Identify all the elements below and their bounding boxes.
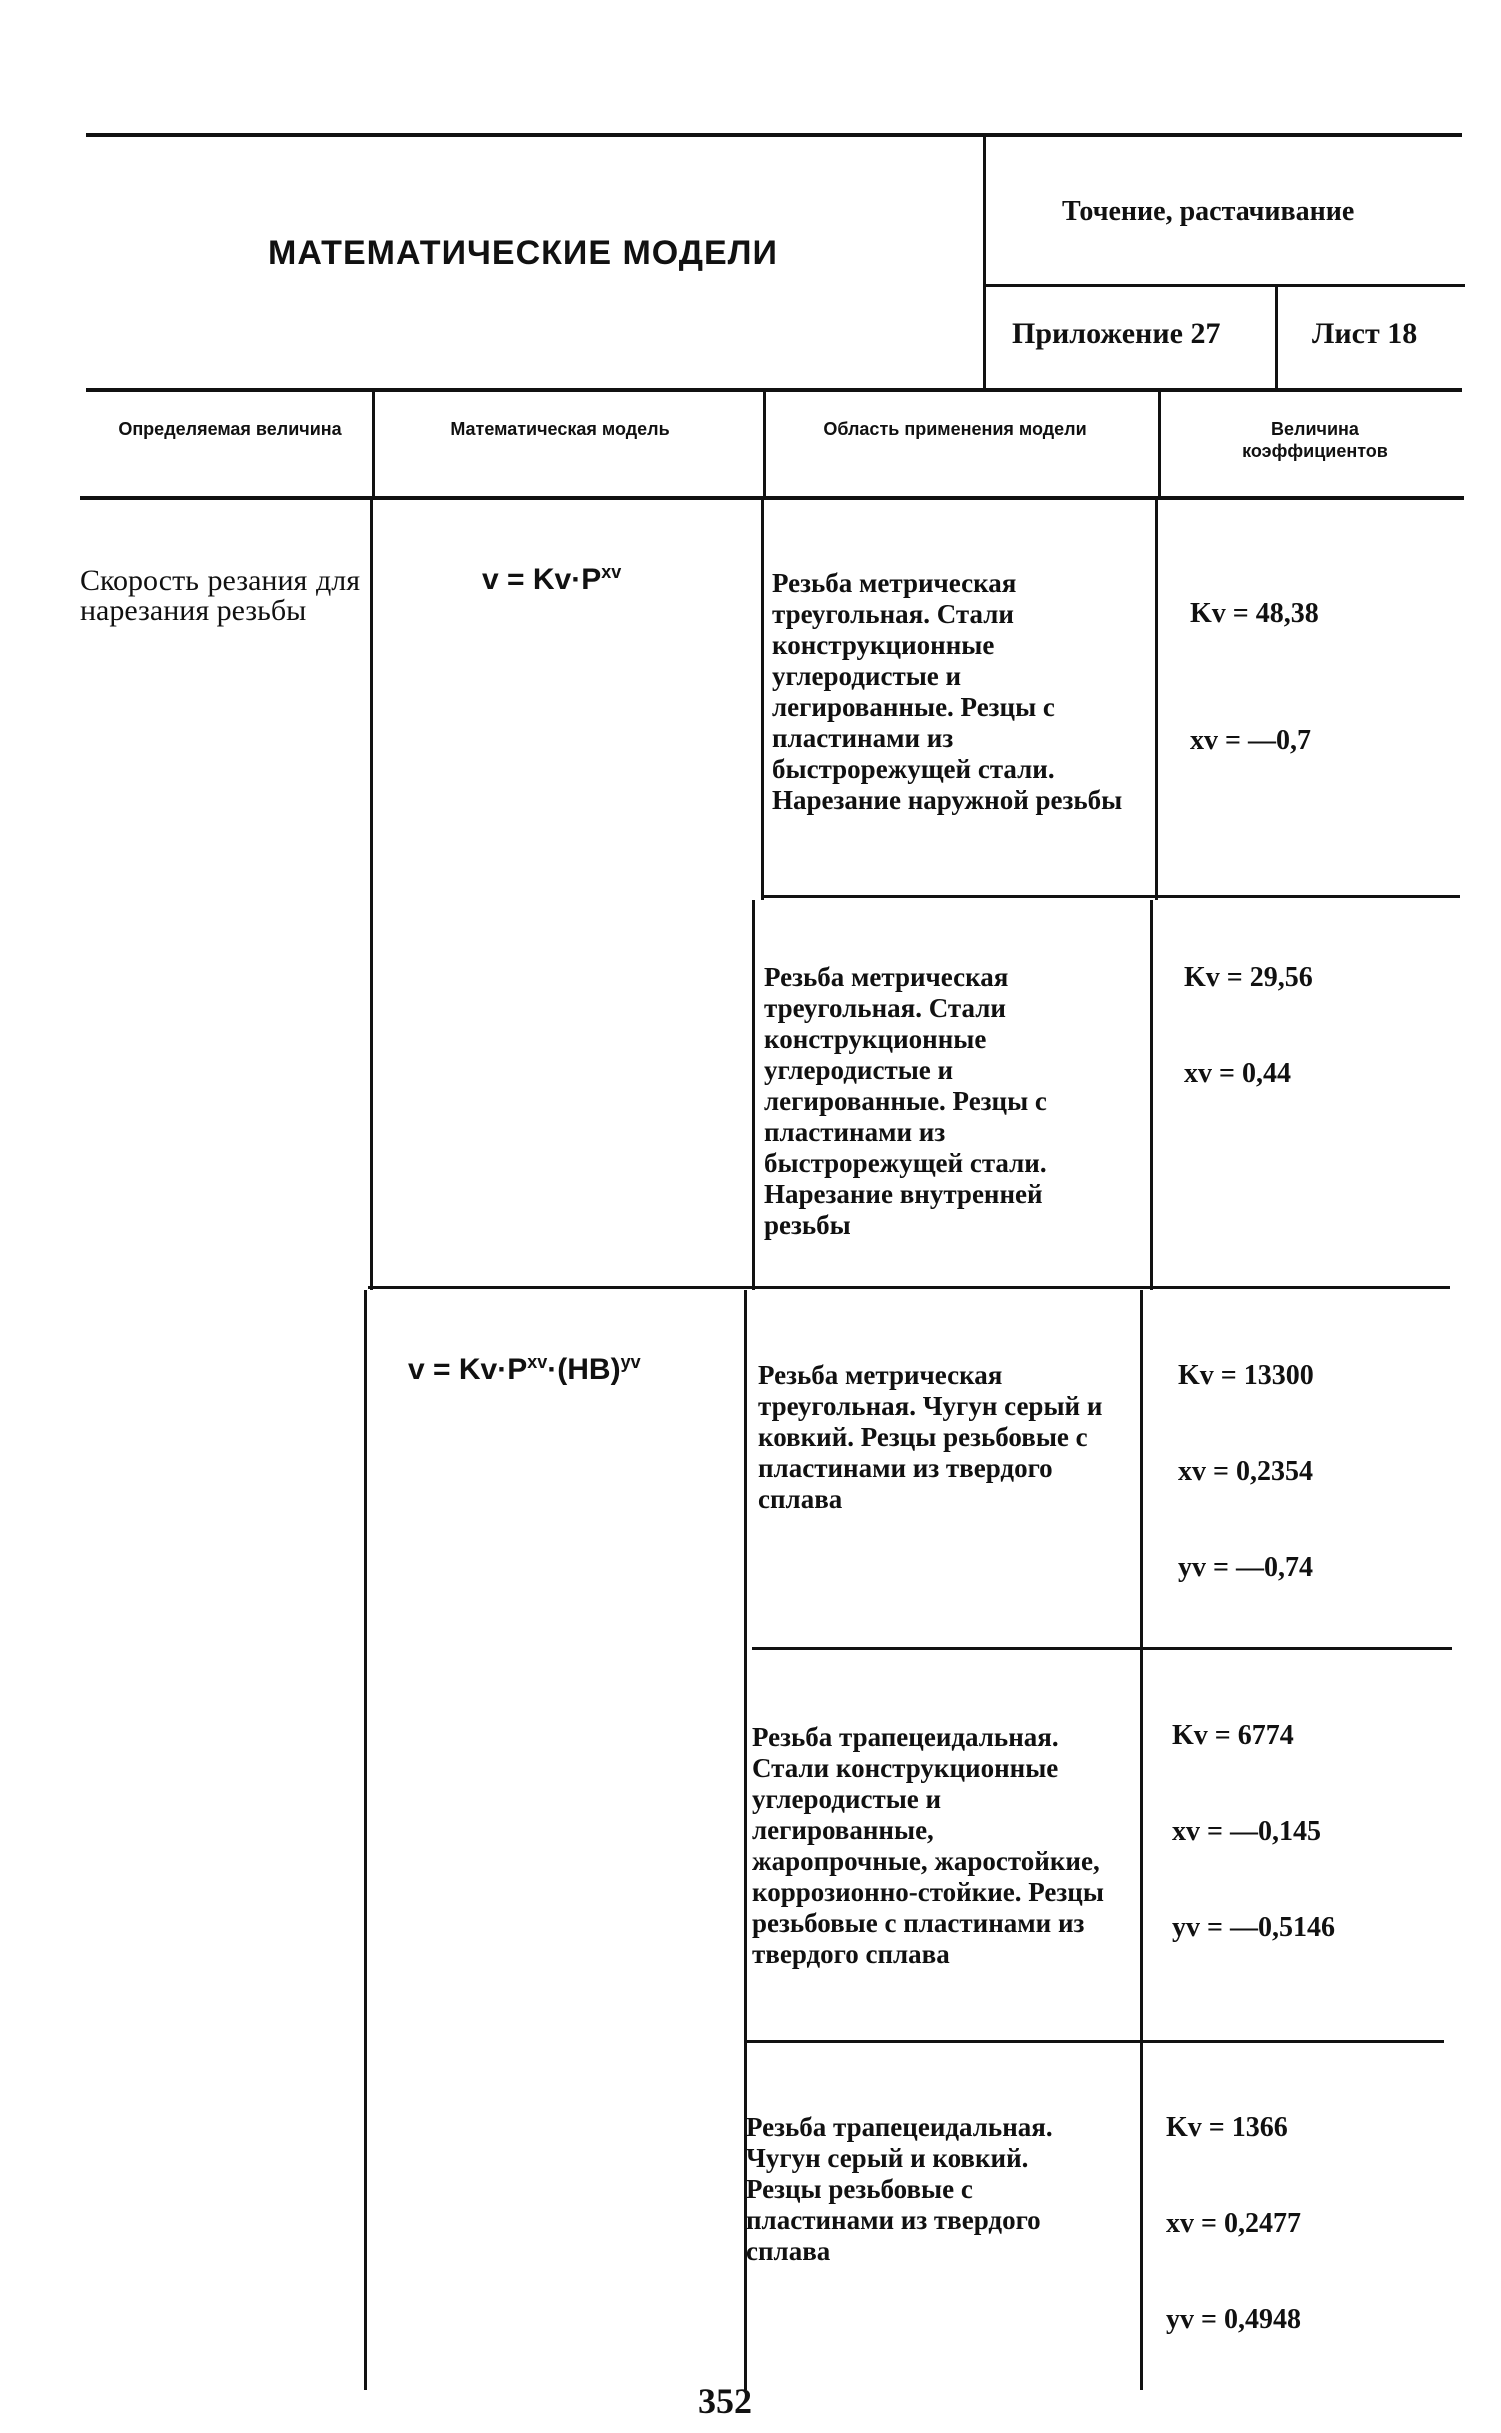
- model-2-row-3-coef-k: Kv = 1366: [1166, 2112, 1288, 2143]
- body-divider-1b: [364, 1290, 367, 2390]
- model-2-formula-base: v = Kv·P: [408, 1353, 528, 1386]
- model-1-row-1-coef-x: xv = —0,7: [1190, 725, 1311, 756]
- column-header-scope: Область применения модели: [823, 419, 1087, 439]
- column-header-quantity: Определяемая величина: [118, 419, 342, 439]
- body-divider-1a: [370, 500, 373, 1290]
- model-2-row-2-coef-k: Kv = 6774: [1172, 1720, 1294, 1751]
- header-top-rule: [86, 133, 1462, 137]
- model-1-formula-base: v = Kv·P: [482, 563, 602, 596]
- model-2-row-2-coef-y: yv = —0,5146: [1172, 1912, 1335, 1943]
- quantity-text: Скорость резания для нарезания резьбы: [80, 564, 360, 627]
- column-header-model: Математическая модель: [450, 419, 670, 439]
- header-sheet-divider: [1275, 286, 1278, 390]
- sheet-label: Лист 18: [1312, 317, 1418, 350]
- body-divider-3c: [1140, 1290, 1143, 2390]
- colhead-divider-3: [1158, 392, 1161, 498]
- body-divider-3a: [1155, 500, 1158, 900]
- model-1-row-2-coef-k: Kv = 29,56: [1184, 962, 1313, 993]
- model-2-row-2-coef-x: xv = —0,145: [1172, 1816, 1321, 1847]
- model-separator: [368, 1286, 1450, 1289]
- operation-label: Точение, растачивание: [1062, 196, 1355, 227]
- model-2-row-1-coef-k: Kv = 13300: [1178, 1360, 1314, 1391]
- appendix-label: Приложение 27: [1012, 317, 1221, 350]
- model-1-row-1-description: Резьба метрическая треугольная. Стали конструкционные углеродистые и легированные. Резцы с пластинами из быстрорежущей стали. Нарезание наружной резьбы: [772, 568, 1123, 815]
- model-1-row-2-description: Резьба метрическая треугольная. Стали конструкционные углеродистые и легированные. Резцы с пластинами из быстрорежущей стали. Нарезание внутренней резьбы: [764, 962, 1047, 1240]
- model-2-formula-exponent-2: yv: [620, 1352, 641, 1372]
- body-divider-2b: [752, 900, 755, 1290]
- model-2-row-3-coef-x: xv = 0,2477: [1166, 2208, 1301, 2239]
- header-divider: [983, 137, 986, 390]
- row-separator-2: [752, 1647, 1452, 1650]
- model-1-formula: [482, 562, 621, 597]
- header-bottom-rule: [86, 388, 1462, 392]
- row-separator-1: [762, 895, 1460, 898]
- model-2-formula-exponent-1: xv: [527, 1352, 548, 1372]
- model-2-formula-mid: ·(HB): [547, 1353, 621, 1386]
- body-divider-2a: [761, 500, 764, 900]
- model-2-row-2-description: Резьба трапецеидальная. Стали конструкционные углеродистые и легированные, жаропрочные, жаростойкие, коррозионно-стойкие. Резцы резьбовые с пластинами из твердого сплава: [752, 1722, 1104, 1969]
- model-2-row-1-coef-x: xv = 0,2354: [1178, 1456, 1313, 1487]
- model-2-row-3-description: Резьба трапецеидальная. Чугун серый и ковкий. Резцы резьбовые с пластинами из твердого сплава: [746, 2112, 1053, 2266]
- column-header-rule: [80, 496, 1464, 500]
- body-divider-3b: [1150, 900, 1153, 1290]
- page-title: МАТЕМАТИЧЕСКИЕ МОДЕЛИ: [268, 234, 778, 272]
- header-mid-rule: [985, 284, 1465, 287]
- colhead-divider-2: [763, 392, 766, 498]
- model-2-row-1-coef-y: yv = —0,74: [1178, 1552, 1313, 1583]
- colhead-divider-1: [372, 392, 375, 498]
- model-1-formula-exponent: xv: [601, 562, 622, 582]
- column-header-coefficients: Величина коэффициентов: [1242, 419, 1388, 461]
- model-2-row-1-description: Резьба метрическая треугольная. Чугун серый и ковкий. Резцы резьбовые с пластинами из твердого сплава: [758, 1360, 1103, 1514]
- model-2-formula: [408, 1352, 641, 1387]
- page-number: 352: [698, 2381, 752, 2421]
- model-1-row-1-coef-k: Kv = 48,38: [1190, 598, 1319, 629]
- row-separator-3: [746, 2040, 1444, 2043]
- model-2-row-3-coef-y: yv = 0,4948: [1166, 2304, 1301, 2335]
- model-1-row-2-coef-x: xv = 0,44: [1184, 1058, 1291, 1089]
